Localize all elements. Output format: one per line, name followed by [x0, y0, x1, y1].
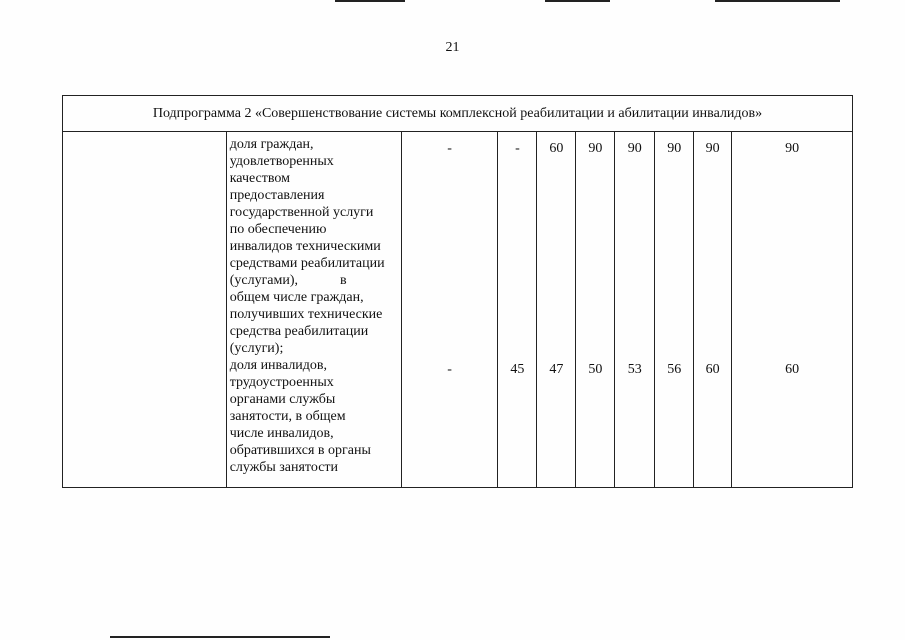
value-cell [615, 132, 655, 488]
value: 60 [705, 362, 720, 377]
value: 90 [667, 141, 682, 156]
indicator-line: средствами реабилитации [229, 256, 385, 271]
indicator-line: средства реабилитации [229, 324, 369, 339]
value: 60 [785, 362, 800, 377]
indicator-line: доля инвалидов, [229, 358, 328, 373]
indicator-line: (услугами), в [229, 273, 347, 288]
value: 90 [588, 141, 603, 156]
indicator-line: занятости, в общем [229, 409, 346, 424]
value: - [515, 141, 520, 156]
indicator-line: доля граждан, [229, 137, 314, 152]
value: 60 [549, 141, 564, 156]
value: 90 [627, 141, 642, 156]
subprogram-heading-row [63, 96, 853, 132]
indicator-line: трудоустроенных [229, 375, 334, 390]
value-cell [694, 132, 732, 488]
indicator-table [62, 95, 853, 488]
scan-artifact-top-3 [715, 0, 840, 2]
value-cell [401, 132, 498, 488]
value: 56 [667, 362, 682, 377]
scan-artifact-bottom [110, 636, 330, 638]
value-cell [576, 132, 615, 488]
value: 47 [549, 362, 564, 377]
value-cell [732, 132, 853, 488]
value: 90 [785, 141, 800, 156]
value: - [447, 141, 452, 156]
value-cell [537, 132, 576, 488]
value: - [447, 362, 452, 377]
value-cell [498, 132, 537, 488]
indicator-line: удовлетворенных [229, 154, 334, 169]
indicator-line: обратившихся в органы [229, 443, 371, 458]
indicator-line: получивших технические [229, 307, 383, 322]
subprogram-heading: Подпрограмма 2 «Совершенствование системы комплексной реабилитации и абилитации инвалидов» [63, 96, 853, 132]
indicator-line: органами службы [229, 392, 336, 407]
indicator-text-cell [226, 132, 401, 488]
value: 53 [627, 362, 642, 377]
indicator-line: (услуги); [229, 341, 284, 356]
indicator-line: по обеспечению [229, 222, 327, 237]
scan-artifact-top-2 [545, 0, 610, 2]
indicator-line: инвалидов техническими [229, 239, 381, 254]
indicator-line: государственной услуги [229, 205, 374, 220]
indicator-line: числе инвалидов, [229, 426, 334, 441]
value: 90 [705, 141, 720, 156]
value: 45 [510, 362, 525, 377]
indicator-line: службы занятости [229, 460, 339, 475]
value-cell [655, 132, 694, 488]
table-row [63, 132, 853, 488]
page-number: 21 [445, 40, 460, 55]
indicator-line: предоставления [229, 188, 325, 203]
empty-program-cell [63, 132, 227, 488]
indicator-line: качеством [229, 171, 290, 186]
scan-artifact-top-1 [335, 0, 405, 2]
value: 50 [588, 362, 603, 377]
indicator-line: общем числе граждан, [229, 290, 364, 305]
